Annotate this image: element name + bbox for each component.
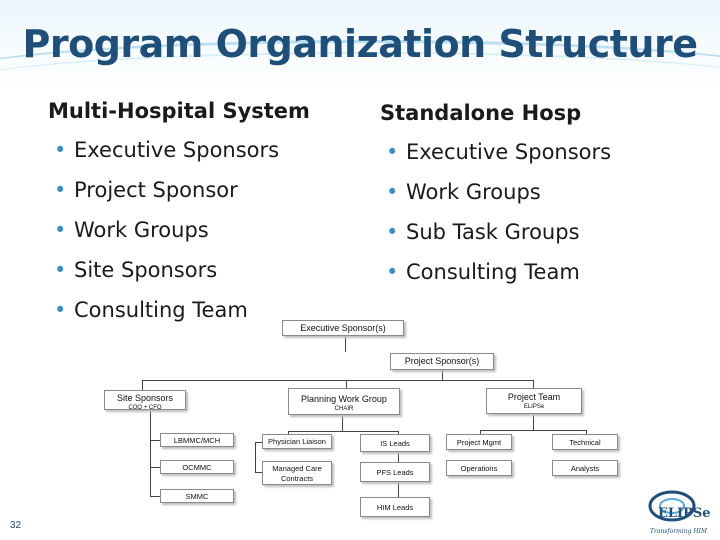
box-label: PFS Leads bbox=[376, 468, 414, 477]
box-label: SMMC bbox=[185, 492, 209, 501]
team-role-operations bbox=[446, 460, 512, 476]
list-item: • Sub Task Groups bbox=[380, 212, 611, 252]
site-box-ocmmc bbox=[160, 460, 234, 474]
box-label: Project Sponsor(s) bbox=[404, 356, 480, 366]
site-box-lbmmc bbox=[160, 433, 234, 447]
box-label: IS Leads bbox=[380, 439, 410, 448]
box-sublabel: ELIPSe bbox=[523, 404, 545, 410]
box-label: Site Sponsors bbox=[116, 393, 174, 403]
list-item: • Consulting Team bbox=[380, 252, 611, 292]
connector-line bbox=[255, 442, 256, 472]
connector-line bbox=[345, 336, 346, 352]
site-sponsors-box bbox=[104, 390, 186, 410]
connector-line bbox=[533, 380, 534, 388]
work-group-physician-liaison bbox=[262, 434, 332, 449]
team-role-project-mgmt bbox=[446, 434, 512, 450]
box-label: OCMMC bbox=[182, 463, 212, 472]
box-label: Analysts bbox=[570, 464, 600, 473]
connector-line bbox=[288, 431, 398, 432]
connector-line bbox=[342, 415, 343, 431]
connector-line bbox=[346, 380, 347, 388]
project-team-box bbox=[486, 388, 582, 414]
box-label: Project Team bbox=[507, 392, 561, 402]
list-item: • Site Sponsors bbox=[48, 250, 310, 290]
slide-title: Program Organization Structure bbox=[22, 22, 698, 66]
connector-line bbox=[398, 482, 399, 497]
box-sublabel: COO + CFO bbox=[128, 405, 162, 411]
list-item: • Consulting Team bbox=[48, 290, 310, 330]
connector-line bbox=[398, 452, 399, 462]
logo-tagline: Transforming HIM bbox=[650, 528, 708, 535]
standalone-heading: Standalone Hosp bbox=[380, 101, 582, 125]
connector-line bbox=[480, 430, 586, 431]
box-label: Physician Liaison bbox=[268, 437, 326, 446]
box-sublabel: CHAIR bbox=[334, 406, 354, 412]
work-group-pfs-leads bbox=[360, 462, 430, 482]
executive-sponsors-box bbox=[282, 320, 404, 336]
connector-line bbox=[150, 410, 151, 497]
box-label: Technical bbox=[569, 438, 601, 447]
multi-hospital-heading: Multi-Hospital System bbox=[48, 99, 310, 123]
work-group-managed-care bbox=[262, 461, 332, 485]
box-label: Project Mgmt bbox=[456, 438, 502, 447]
work-group-is-leads bbox=[360, 434, 430, 452]
box-label: Executive Sponsor(s) bbox=[300, 323, 386, 333]
box-label: Managed Care Contracts bbox=[272, 464, 322, 483]
page-number: 32 bbox=[10, 520, 22, 531]
box-label: Planning Work Group bbox=[301, 394, 387, 404]
box-label: LBMMC/MCH bbox=[173, 436, 221, 445]
site-box-smmc bbox=[160, 489, 234, 503]
box-label: Operations bbox=[460, 464, 498, 473]
list-item: • Work Groups bbox=[380, 172, 611, 212]
list-item: • Executive Sponsors bbox=[48, 130, 310, 170]
list-item: • Project Sponsor bbox=[48, 170, 310, 210]
work-group-him-leads bbox=[360, 497, 430, 517]
logo-name: ELIPSe bbox=[658, 506, 711, 521]
connector-line bbox=[142, 380, 534, 381]
team-role-technical bbox=[552, 434, 618, 450]
box-label: HIM Leads bbox=[376, 503, 414, 512]
connector-line bbox=[533, 414, 534, 430]
list-item: • Work Groups bbox=[48, 210, 310, 250]
connector-line bbox=[142, 380, 143, 390]
list-item: • Executive Sponsors bbox=[380, 132, 611, 172]
team-role-analysts bbox=[552, 460, 618, 476]
planning-work-group-box bbox=[288, 388, 400, 415]
project-sponsors-box bbox=[390, 353, 494, 370]
connector-line bbox=[442, 370, 443, 380]
